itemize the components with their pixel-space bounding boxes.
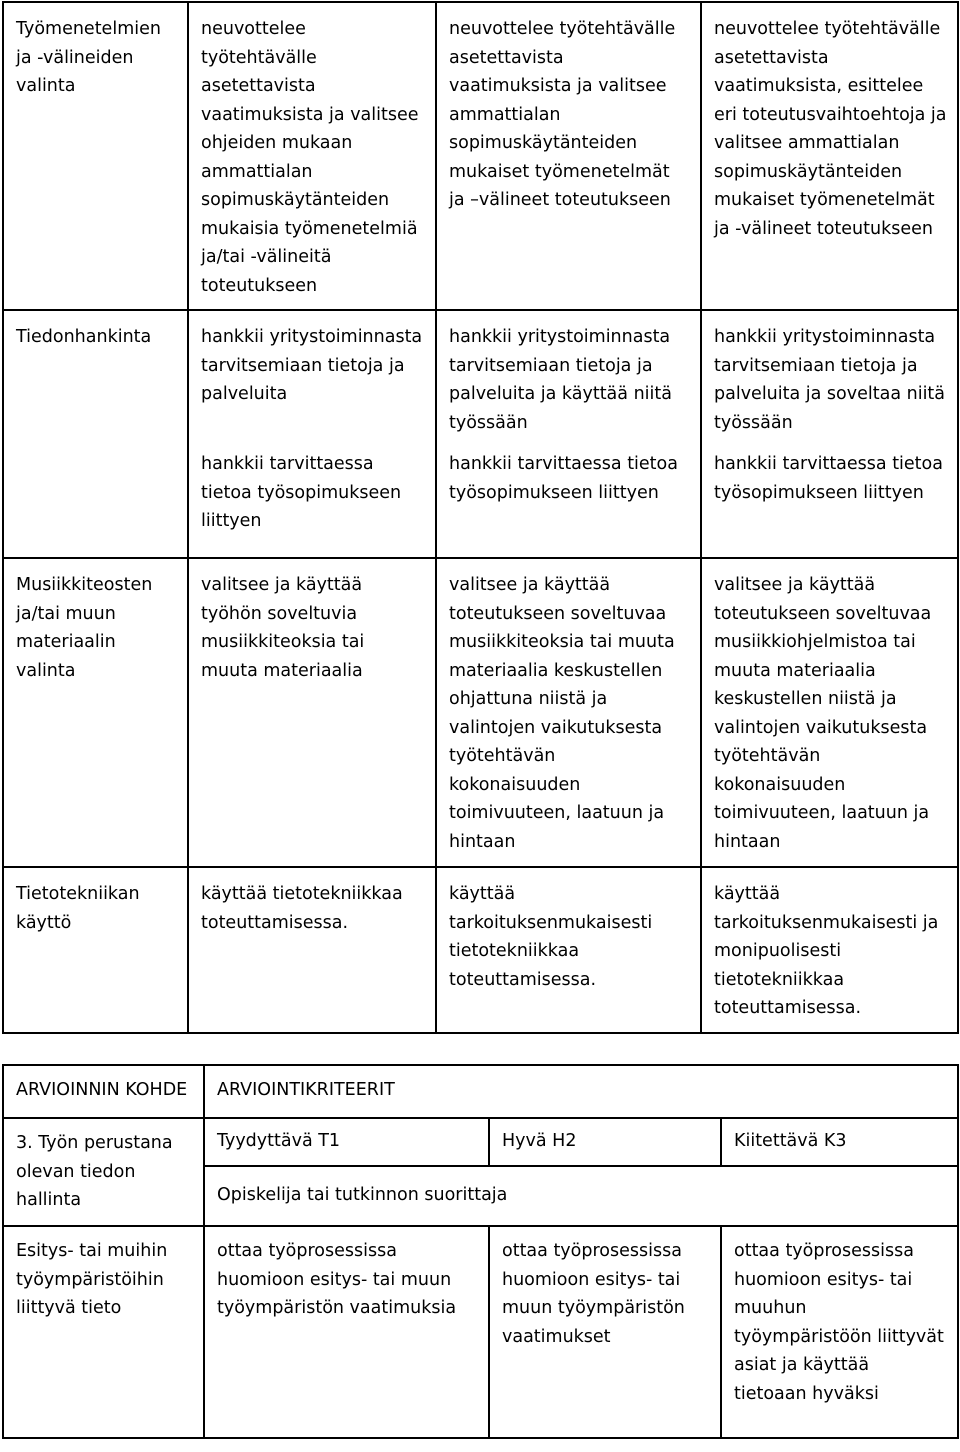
level-k3: Kiitettävä K3 xyxy=(721,1118,958,1166)
level-t1: Tyydyttävä T1 xyxy=(204,1118,489,1166)
table-row xyxy=(3,1226,958,1438)
cell-h2: neuvottelee työtehtävälle asetettavista vaatimuksista ja valitsee ammattialan sopimuskäytänteiden mukaiset työmenetelmät ja –välineet toteutukseen xyxy=(436,2,701,310)
cell-h2: hankkii tarvittaessa tietoa työsopimukseen liittyen xyxy=(436,446,701,558)
table-row xyxy=(3,2,958,310)
row-label: Tietotekniikan käyttö xyxy=(3,867,188,1033)
criteria-table-1 xyxy=(2,1,959,1034)
cell-t1: hankkii yritystoiminnasta tarvitsemiaan tietoja ja palveluita xyxy=(188,310,436,446)
table-row xyxy=(3,558,958,867)
level-h2: Hyvä H2 xyxy=(489,1118,721,1166)
header-target: ARVIOINNIN KOHDE xyxy=(3,1065,204,1118)
cell-k3: valitsee ja käyttää toteutukseen soveltuvaa musiikkiohjelmistoa tai muuta materiaalia keskustellen niistä ja valintojen vaikutuksesta työtehtävän kokonaisuuden toimivuuteen, laatuun ja hintaan xyxy=(701,558,958,867)
cell-k3: käyttää tarkoituksenmukaisesti ja monipuolisesti tietotekniikkaa toteuttamisessa. xyxy=(701,867,958,1033)
cell-k3: hankkii tarvittaessa tietoa työsopimukseen liittyen xyxy=(701,446,958,558)
cell-h2: valitsee ja käyttää toteutukseen soveltuvaa musiikkiteoksia tai muuta materiaalia keskustellen ohjattuna niistä ja valintojen vaikutuksesta työtehtävän kokonaisuuden toimivuuteen, laatuun ja hintaan xyxy=(436,558,701,867)
cell-t1: hankkii tarvittaessa tietoa työsopimukseen liittyen xyxy=(188,446,436,558)
row-label: Musiikkiteosten ja/tai muun materiaalin valinta xyxy=(3,558,188,867)
cell-h2: ottaa työprosessissa huomioon esitys- tai muun työympäristön vaatimukset xyxy=(489,1226,721,1438)
subject: Opiskelija tai tutkinnon suorittaja xyxy=(204,1166,958,1226)
level-row xyxy=(3,1118,958,1166)
table-row xyxy=(3,867,958,1033)
table-row xyxy=(3,446,958,558)
row-label: Työmenetelmien ja -välineiden valinta xyxy=(3,2,188,310)
section-label: 3. Työn perustana olevan tiedon hallinta xyxy=(3,1118,204,1226)
row-label: Esitys- tai muihin työympäristöihin liittyvä tieto xyxy=(3,1226,204,1438)
cell-t1: valitsee ja käyttää työhön soveltuvia musiikkiteoksia tai muuta materiaalia xyxy=(188,558,436,867)
cell-h2: hankkii yritystoiminnasta tarvitsemiaan tietoja ja palveluita ja käyttää niitä työssään xyxy=(436,310,701,446)
table-row xyxy=(3,310,958,446)
criteria-table-2 xyxy=(2,1064,959,1439)
cell-k3: hankkii yritystoiminnasta tarvitsemiaan tietoja ja palveluita ja soveltaa niitä työssään xyxy=(701,310,958,446)
cell-t1: käyttää tietotekniikkaa toteuttamisessa. xyxy=(188,867,436,1033)
cell-h2: käyttää tarkoituksenmukaisesti tietotekniikkaa toteuttamisessa. xyxy=(436,867,701,1033)
cell-k3: neuvottelee työtehtävälle asetettavista vaatimuksista, esittelee eri toteutusvaihtoehtoja ja valitsee ammattialan sopimuskäytänteiden mukaiset työmenetelmät ja -välineet toteutukseen xyxy=(701,2,958,310)
row-label: Tiedonhankinta xyxy=(3,310,188,446)
cell-t1: ottaa työprosessissa huomioon esitys- tai muun työympäristön vaatimuksia xyxy=(204,1226,489,1438)
header-criteria: ARVIOINTIKRITEERIT xyxy=(204,1065,958,1118)
row-label xyxy=(3,446,188,558)
cell-k3: ottaa työprosessissa huomioon esitys- tai muuhun työympäristöön liittyvät asiat ja käyttää tietoaan hyväksi xyxy=(721,1226,958,1438)
cell-t1: neuvottelee työtehtävälle asetettavista vaatimuksista ja valitsee ohjeiden mukaan ammattialan sopimuskäytänteiden mukaisia työmenetelmiä ja/tai -välineitä toteutukseen xyxy=(188,2,436,310)
header-row xyxy=(3,1065,958,1118)
